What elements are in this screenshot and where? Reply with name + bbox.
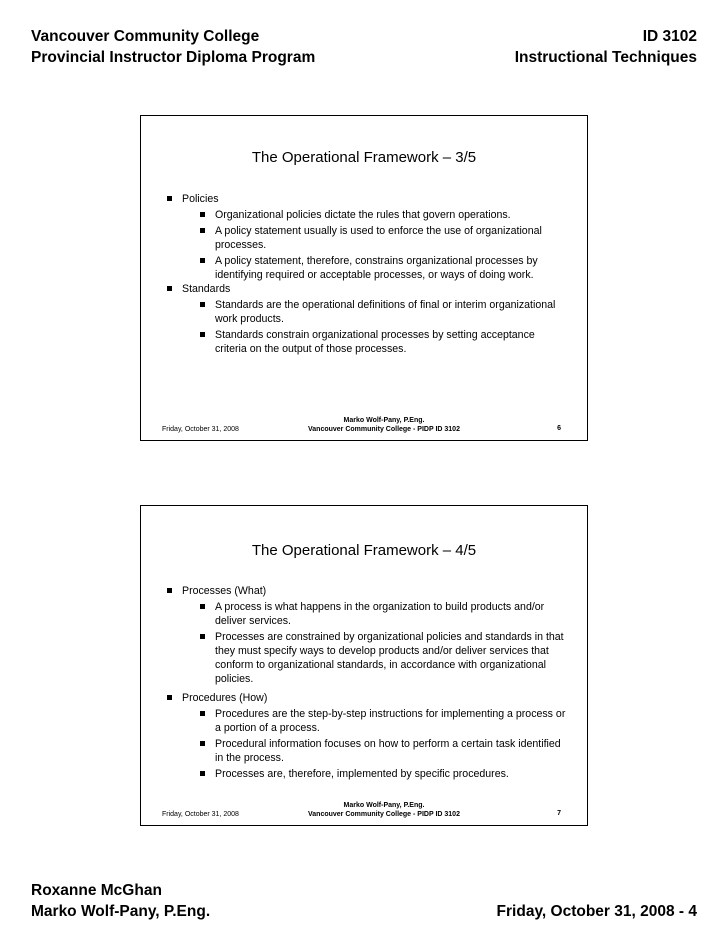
page-footer-right [497, 901, 697, 922]
sub-bullet [200, 630, 567, 686]
sub-bullet [200, 224, 567, 252]
sub-bullet-text: Standards are the operational definitions of final or interim organizational work products. [215, 299, 556, 325]
sub-bullet-text: Processes are, therefore, implemented by specific procedures. [215, 768, 509, 780]
slide-title: The Operational Framework – 4/5 [251, 542, 477, 559]
sub-bullet-text: Organizational policies dictate the rules that govern operations. [215, 209, 511, 221]
sub-bullet [200, 767, 567, 781]
slide-author: Marko Wolf-Pany, P.Eng. [343, 802, 425, 809]
sub-bullet-text: A policy statement, therefore, constrains organizational processes by identifying required or acceptable processes, or ways of doing work. [215, 255, 538, 281]
square-bullet-icon [167, 695, 172, 700]
sub-bullet [200, 600, 567, 628]
page-date-number: Friday, October 31, 2008 - 4 [496, 903, 697, 920]
sub-bullet [200, 298, 567, 326]
slide-author: Marko Wolf-Pany, P.Eng. [343, 417, 425, 424]
square-bullet-icon [167, 196, 172, 201]
slide-date: Friday, October 31, 2008 [162, 426, 239, 433]
slide-course: Vancouver Community College - PIDP ID 3102 [308, 811, 460, 818]
slide-title: The Operational Framework – 3/5 [251, 149, 477, 166]
slide-date: Friday, October 31, 2008 [162, 811, 239, 818]
program-name: Provincial Instructor Diploma Program [31, 49, 316, 66]
bullet-group-processes [167, 584, 567, 686]
slide-course: Vancouver Community College - PIDP ID 3102 [308, 426, 460, 433]
slide-number: 6 [557, 425, 561, 432]
slide-7 [140, 505, 588, 826]
square-bullet-icon [200, 332, 205, 337]
instructor-name: Roxanne McGhan [31, 882, 162, 899]
square-bullet-icon [200, 302, 205, 307]
bullet-heading: Policies [182, 193, 219, 205]
bullet-group-standards [167, 282, 567, 356]
sub-bullet [200, 254, 567, 282]
square-bullet-icon [200, 771, 205, 776]
square-bullet-icon [167, 588, 172, 593]
sub-bullet-text: A policy statement usually is used to enforce the use of organizational processes. [215, 225, 542, 251]
slide-credit [141, 801, 587, 819]
page-header-right [515, 26, 697, 68]
slide-content [167, 584, 567, 786]
square-bullet-icon [200, 258, 205, 263]
square-bullet-icon [200, 741, 205, 746]
sub-bullet [200, 737, 567, 765]
bullet-group-procedures [167, 691, 567, 781]
college-name: Vancouver Community College [31, 28, 260, 45]
sub-bullet-text: Procedures are the step-by-step instructions for implementing a process or a portion of a process. [215, 708, 566, 734]
square-bullet-icon [200, 711, 205, 716]
bullet-heading: Standards [182, 283, 231, 295]
sub-bullet-text: A process is what happens in the organization to build products and/or deliver services. [215, 601, 545, 627]
bullet-heading: Procedures (How) [182, 692, 268, 704]
slide-content [167, 192, 567, 356]
sub-bullet-text: Processes are constrained by organizational policies and standards in that they must specify ways to develop products and/or deliver services that conform to organizational standards, in accordance with organizational policies. [215, 631, 564, 685]
bullet-heading: Processes (What) [182, 585, 267, 597]
slide-number: 7 [557, 810, 561, 817]
sub-bullet-text: Procedural information focuses on how to perform a certain task identified in the process. [215, 738, 561, 764]
sub-bullet [200, 208, 567, 222]
course-code: ID 3102 [642, 28, 697, 45]
square-bullet-icon [200, 228, 205, 233]
page-footer-left [31, 880, 210, 922]
square-bullet-icon [200, 634, 205, 639]
bullet-group-policies [167, 192, 567, 282]
slide-6 [140, 115, 588, 441]
course-name: Instructional Techniques [514, 49, 697, 66]
sub-bullet [200, 328, 567, 356]
sub-bullet-text: Standards constrain organizational processes by setting acceptance criteria on the output of those processes. [215, 329, 535, 355]
square-bullet-icon [200, 604, 205, 609]
square-bullet-icon [167, 286, 172, 291]
square-bullet-icon [200, 212, 205, 217]
author-name: Marko Wolf-Pany, P.Eng. [31, 903, 211, 920]
sub-bullet [200, 707, 567, 735]
slide-credit [141, 416, 587, 434]
page-header-left [31, 26, 315, 68]
